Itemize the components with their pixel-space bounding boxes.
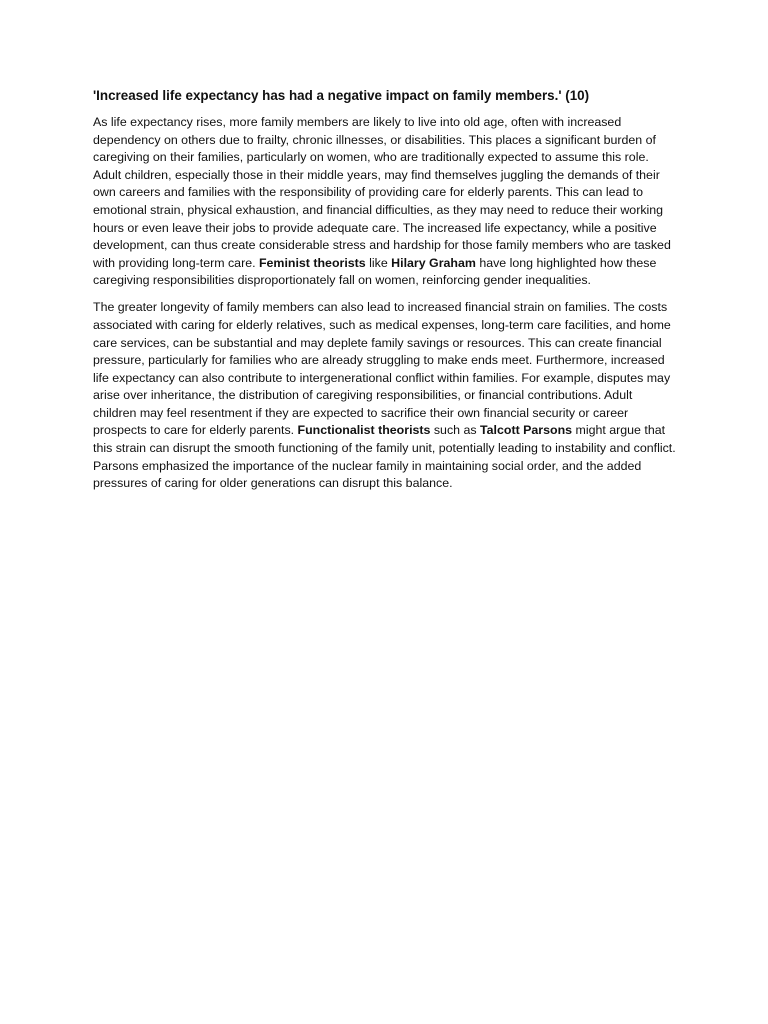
paragraph-2-bold-talcott-parsons: Talcott Parsons [480,423,573,438]
essay-title: 'Increased life expectancy has had a negative impact on family members.' (10) [93,88,590,103]
paragraph-1-bold-feminist-theorists: Feminist theorists [258,255,366,270]
document-page [93,86,679,502]
paragraph-2-text-b: such as [430,423,481,438]
paragraph-2-bold-functionalist-theorists: Functionalist theorists [297,423,431,438]
paragraph-1-text-a: As life expectancy rises, more family members are likely to live into old age, often with increased dependency on others due to frailty, chronic illnesses, or disabilities. This places a significant burden of caregiving on their families, particularly on women, who are traditionally expected to assume this role. Adult children, especially those in their middle years, may find themselves juggling the demands of their own careers and families with the responsibility of providing care for elderly parents. This can lead to emotional strain, physical exhaustion, and financial difficulties, as they may need to reduce their working hours or even leave their jobs to provide adequate care. The increased life expectancy, while a positive development, can thus create considerable stress and hardship for those family members who are tasked with providing long-term care. [93,115,671,270]
paragraph-2 [93,299,679,493]
paragraph-2-text-c: might argue that this strain can disrupt the smooth functioning of the family unit, potentially leading to instability and conflict. Parsons emphasized the importance of the nuclear family in maintaining social order, and the added pressures of caring for older generations can disrupt this balance. [93,423,676,491]
paragraph-1-text-b: like [365,255,392,270]
paragraph-2-text-a: The greater longevity of family members can also lead to increased financial strain on families. The costs associated with caring for elderly relatives, such as medical expenses, long-term care facilities, and home care services, can be substantial and may deplete family savings or resources. This can create financial pressure, particularly for families who are already struggling to make ends meet. Furthermore, increased life expectancy can also contribute to intergenerational conflict within families. For example, disputes may arise over inheritance, the distribution of caregiving responsibilities, or financial contributions. Adult children may feel resentment if they are expected to sacrifice their own financial security or career prospects to care for elderly parents. [93,300,671,438]
paragraph-1-text-c: have long highlighted how these caregiving responsibilities disproportionately fall on women, reinforcing gender inequalities. [93,255,657,288]
paragraph-1 [93,114,679,290]
paragraph-1-bold-hilary-graham: Hilary Graham [391,255,476,270]
